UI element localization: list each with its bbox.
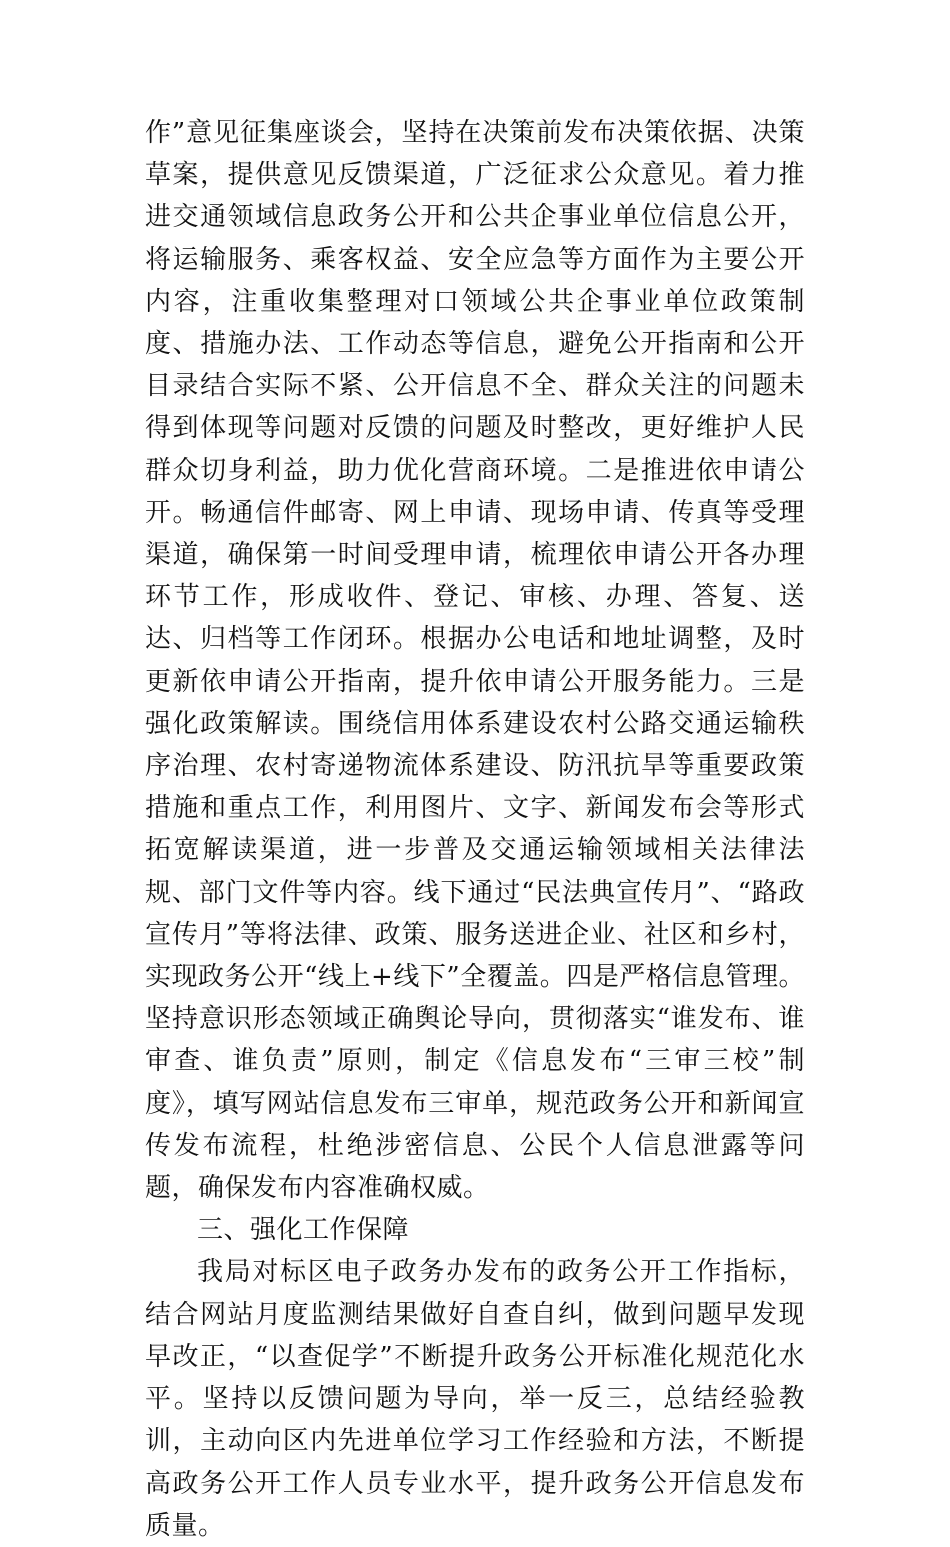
section-heading: 三、强化工作保障 — [197, 1215, 410, 1246]
body-paragraph-continued: 作”意见征集座谈会，坚持在决策前发布决策依据、决策草案，提供意见反馈渠道，广泛征求公众意见。着力推进交通领域信息政务公开和公共企事业单位信息公开，将运输服务、乘客权益、安全应急等方面作为主要公开内容，注重收集整理对口领域公共企事业单位政策制度、措施办法、工作动态等信息，避免公开指南和公开目录结合实际不紧、公开信息不全、群众关注的问题未得到体现等问题对反馈的问题及时整改，更好维护人民群众切身利益，助力优化营商环境。二是推进依申请公开。畅通信件邮寄、网上申请、现场申请、传真等受理渠道，确保第一时间受理申请，梳理依申请公开各办理环节工作，形成收件、登记、审核、办理、答复、送达、归档等工作闭环。根据办公电话和地址调整，及时更新依申请公开指南，提升依申请公开服务能力。三是强化政策解读。围绕信用体系建设农村公路交通运输秩序治理、农村寄递物流体系建设、防汛抗旱等重要政策措施和重点工作，利用图片、文字、新闻发布会等形式拓宽解读渠道，进一步普及交通运输领域相关法律法规、部门文件等内容。线下通过“民法典宣传月”、“路政宣传月”等将法律、政策、服务送进企业、社区和乡村，实现政务公开“线上+线下”全覆盖。四是严格信息管理。坚持意识形态领域正确舆论导向，贯彻落实“谁发布、谁审查、谁负责”原则，制定《信息发布“三审三校”制度》，填写网站信息发布三审单，规范政务公开和新闻宣传发布流程，杜绝涉密信息、公民个人信息泄露等问题，确保发布内容准确权威。 — [145, 118, 805, 1204]
document-body — [145, 112, 805, 1547]
section-paragraph: 我局对标区电子政务办发布的政务公开工作指标，结合网站月度监测结果做好自查自纠，做到问题早发现早改正，“以查促学”不断提升政务公开标准化规范化水平。坚持以反馈问题为导向，举一反三，总结经验教训，主动向区内先进单位学习工作经验和方法，不断提高政务公开工作人员专业水平，提升政务公开信息发布质量。 — [145, 1257, 805, 1541]
